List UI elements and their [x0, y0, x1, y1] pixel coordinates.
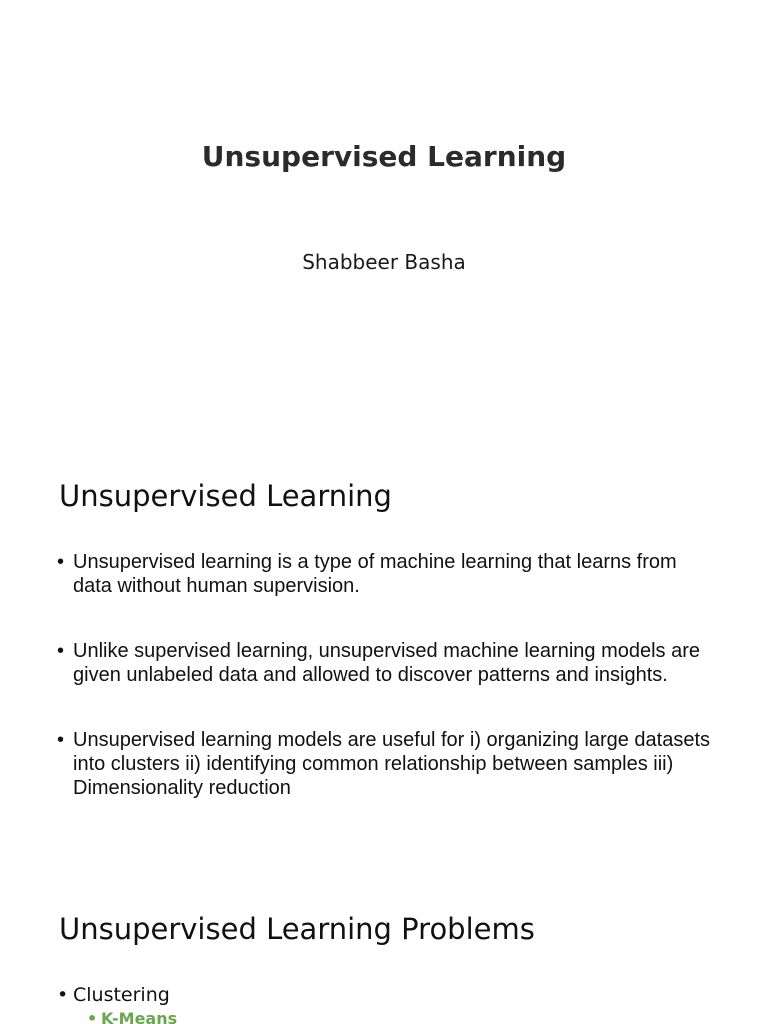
bullet-marker: • — [57, 551, 65, 573]
bullet-item — [57, 550, 717, 598]
bullet-text: Clustering — [73, 984, 170, 1006]
presentation-title: Unsupervised Learning — [201, 140, 567, 173]
slide-heading-problems: Unsupervised Learning Problems — [59, 912, 535, 946]
title-slide — [0, 0, 768, 420]
bullet-text: Unsupervised learning models are useful for i) organizing large datasets into clusters ii) identifying common relationship between samples iii) Dimensionality reduction — [73, 729, 711, 799]
bullet-item-clustering — [57, 983, 717, 1024]
bullet-text: Unlike supervised learning, unsupervised machine learning models are given unlabeled data and allowed to discover patterns and insights. — [73, 640, 701, 686]
bullet-list — [57, 550, 717, 800]
sub-bullet-marker: • — [87, 1009, 98, 1024]
bullet-text: Unsupervised learning is a type of machine learning that learns from data without human supervision. — [73, 551, 677, 597]
bullet-marker: • — [57, 984, 69, 1006]
bullet-item — [57, 728, 717, 800]
bullet-marker: • — [57, 640, 65, 662]
sub-bullet-list — [73, 1009, 717, 1024]
slide-heading-unsupervised-learning: Unsupervised Learning — [59, 479, 392, 513]
author-name: Shabbeer Basha — [302, 250, 466, 274]
sub-bullet-text: K-Means — [101, 1009, 178, 1024]
bullet-item — [57, 639, 717, 687]
problems-bullet-list — [57, 983, 717, 1024]
bullet-marker: • — [57, 729, 65, 751]
sub-bullet-kmeans — [87, 1009, 717, 1024]
